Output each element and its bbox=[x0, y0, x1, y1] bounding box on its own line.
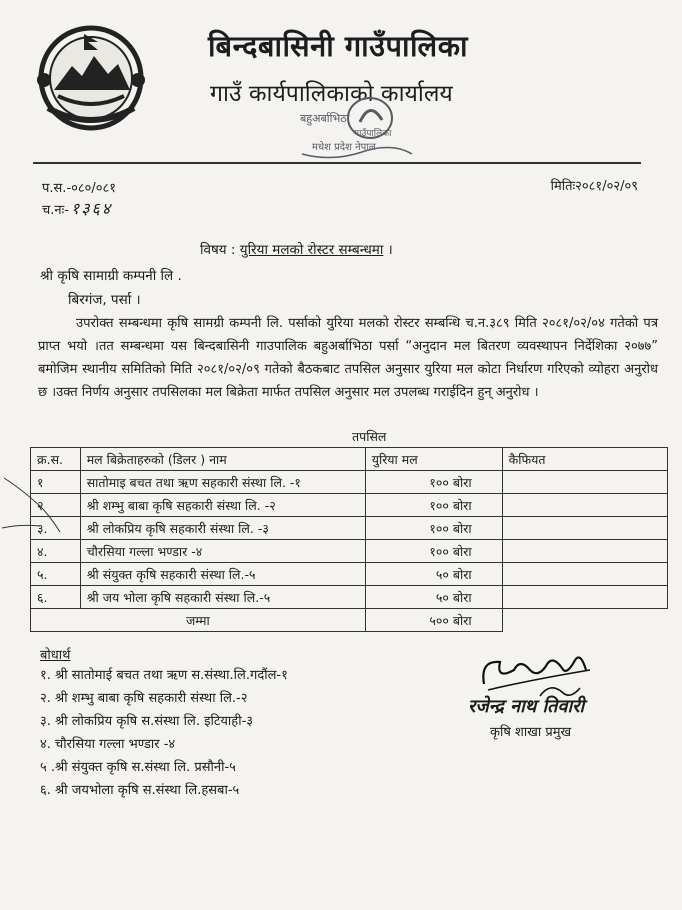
row-urea-qty: ५० बोरा bbox=[365, 586, 502, 609]
subject-end: । bbox=[387, 242, 393, 258]
addressee-place: बिरगंज, पर्सा । bbox=[68, 292, 141, 308]
table-row bbox=[31, 540, 668, 563]
signatory-title: कृषि शाखा प्रमुख bbox=[490, 725, 572, 740]
body-paragraph: उपरोक्त सम्बन्धमा कृषि सामग्री कम्पनी लि. पर्साको युरिया मलको रोस्टर सम्बन्धि च.न.३८९ मिति २०८१/०२/०४ गतेको पत्र प्राप्त भयो ।तत सम्बन्धमा यस बिन्दबासिनी गाउपालिक बहुअर्बाभिठा पर्सा “अनुदान मल बितरण व्यवस्थापन निर्देशिका २०७७” बमोजिम स्थानीय समितिको मिति २०८१/०२/०९ गतेको बैठकबाट तपसिल अनुसार युरिया मल कोटा निर्धारण गरिएको व्योहरा अनुरोध छ ।उक्त निर्णय अनुसार तपसिलका मल बिक्रेता मार्फत तपसिल अनुसार मल उपलब्ध गराईदिन हुन् अनुरोध । bbox=[38, 316, 658, 400]
row-urea-qty: ५० बोरा bbox=[365, 563, 502, 586]
header-urea: युरिया मल bbox=[365, 448, 502, 471]
nepal-emblem-icon bbox=[32, 20, 150, 132]
row-sn: ६. bbox=[31, 586, 81, 609]
row-dealer: श्री संयुक्त कृषि सहकारी संस्था लि.-५ bbox=[80, 563, 365, 586]
patra-sankhya bbox=[42, 178, 116, 196]
table-caption: तपसिल bbox=[352, 429, 387, 444]
ps-label: प.स. bbox=[42, 181, 67, 196]
header-remarks: कैफियत bbox=[502, 448, 667, 471]
stamp-line-3: मधेश प्रदेश नेपाल bbox=[312, 142, 376, 153]
table-row bbox=[31, 563, 668, 586]
row-urea-qty: १०० बोरा bbox=[365, 517, 502, 540]
row-dealer: श्री शम्भु बाबा कृषि सहकारी संस्था लि. -२ bbox=[80, 494, 365, 517]
total-label: जम्मा bbox=[31, 609, 366, 632]
row-dealer: सातोमाइ बचत तथा ऋण सहकारी संस्था लि. -१ bbox=[80, 471, 365, 494]
bodartha-title: बोधार्थ bbox=[40, 648, 71, 663]
chalani-number bbox=[42, 197, 112, 219]
row-remark bbox=[502, 494, 667, 517]
bodartha-item: १. श्री सातोमाई बचत तथा ऋण स.संस्था.लि.गदौंल-१ bbox=[40, 668, 288, 683]
table-row bbox=[31, 471, 668, 494]
signatory-name: रजेन्द्र नाथ तिवारी bbox=[468, 696, 585, 717]
office-name: गाउँ कार्यपालिकाको कार्यालय bbox=[210, 81, 453, 107]
subject-label: विषय : bbox=[200, 242, 236, 258]
table-row bbox=[31, 517, 668, 540]
row-sn: १ bbox=[31, 471, 81, 494]
table-total-row bbox=[31, 609, 668, 632]
header-dealer: मल बिक्रेताहरुको (डिलर ) नाम bbox=[80, 448, 365, 471]
organization-name: बिन्दबासिनी गाउँपालिका bbox=[208, 29, 468, 63]
ps-value: -०८०/०८१ bbox=[66, 181, 117, 196]
handwritten-signature bbox=[470, 640, 610, 702]
subject-line bbox=[200, 240, 393, 258]
row-dealer: श्री जय भोला कृषि सहकारी संस्था लि.-५ bbox=[80, 586, 365, 609]
row-sn: ५. bbox=[31, 563, 81, 586]
row-remark bbox=[502, 471, 667, 494]
table-header-row bbox=[31, 448, 668, 471]
subject-text: युरिया मलको रोस्टर सम्बन्धमा bbox=[239, 242, 384, 258]
header-divider bbox=[33, 162, 641, 164]
row-urea-qty: १०० बोरा bbox=[365, 540, 502, 563]
header-sn: क्र.स. bbox=[31, 448, 81, 471]
row-sn: २ bbox=[31, 494, 81, 517]
row-dealer: श्री लोकप्रिय कृषि सहकारी संस्था लि. -३ bbox=[80, 517, 365, 540]
table-row bbox=[31, 586, 668, 609]
row-remark bbox=[502, 517, 667, 540]
row-sn: ४. bbox=[31, 540, 81, 563]
bodartha-item: ५ .श्री संयुक्त कृषि स.संस्था लि. प्रसौनी-५ bbox=[40, 760, 236, 775]
urea-roster-table bbox=[30, 447, 668, 632]
margin-pen-marks bbox=[0, 468, 70, 548]
bodartha-item: ४. चौरसिया गल्ला भण्डार -४ bbox=[40, 737, 176, 752]
bodartha-item: २. श्री शम्भु बाबा कृषि सहकारी संस्था लि.-२ bbox=[40, 691, 248, 706]
bodartha-item: ३. श्री लोकप्रिय कृषि स.संस्था लि. इटियाही-३ bbox=[40, 714, 254, 729]
bodartha-item: ६. श्री जयभोला कृषि स.संस्था लि.हसबा-५ bbox=[40, 783, 240, 798]
table-row bbox=[31, 494, 668, 517]
stamp-line-1: बहुअर्बाभिठा bbox=[300, 112, 350, 125]
cn-value: १३६४ bbox=[70, 199, 113, 218]
stamp-line-2: गाउँपालिका bbox=[354, 129, 392, 139]
total-qty: ५०० बोरा bbox=[365, 609, 502, 632]
row-remark bbox=[502, 540, 667, 563]
row-urea-qty: १०० बोरा bbox=[365, 471, 502, 494]
cn-label: च.नः- bbox=[42, 203, 69, 218]
letter-date bbox=[551, 176, 638, 194]
total-empty bbox=[502, 609, 667, 632]
row-remark bbox=[502, 563, 667, 586]
bodartha-list bbox=[40, 664, 288, 802]
row-remark bbox=[502, 586, 667, 609]
row-sn: ३. bbox=[31, 517, 81, 540]
row-dealer: चौरसिया गल्ला भण्डार -४ bbox=[80, 540, 365, 563]
row-urea-qty: १०० बोरा bbox=[365, 494, 502, 517]
date-value: २०८१/०२/०९ bbox=[575, 179, 638, 194]
addressee-name: श्री कृषि सामाग्री कम्पनी लि . bbox=[40, 268, 182, 284]
date-label: मितिः bbox=[550, 179, 576, 194]
letter-body bbox=[38, 312, 658, 404]
